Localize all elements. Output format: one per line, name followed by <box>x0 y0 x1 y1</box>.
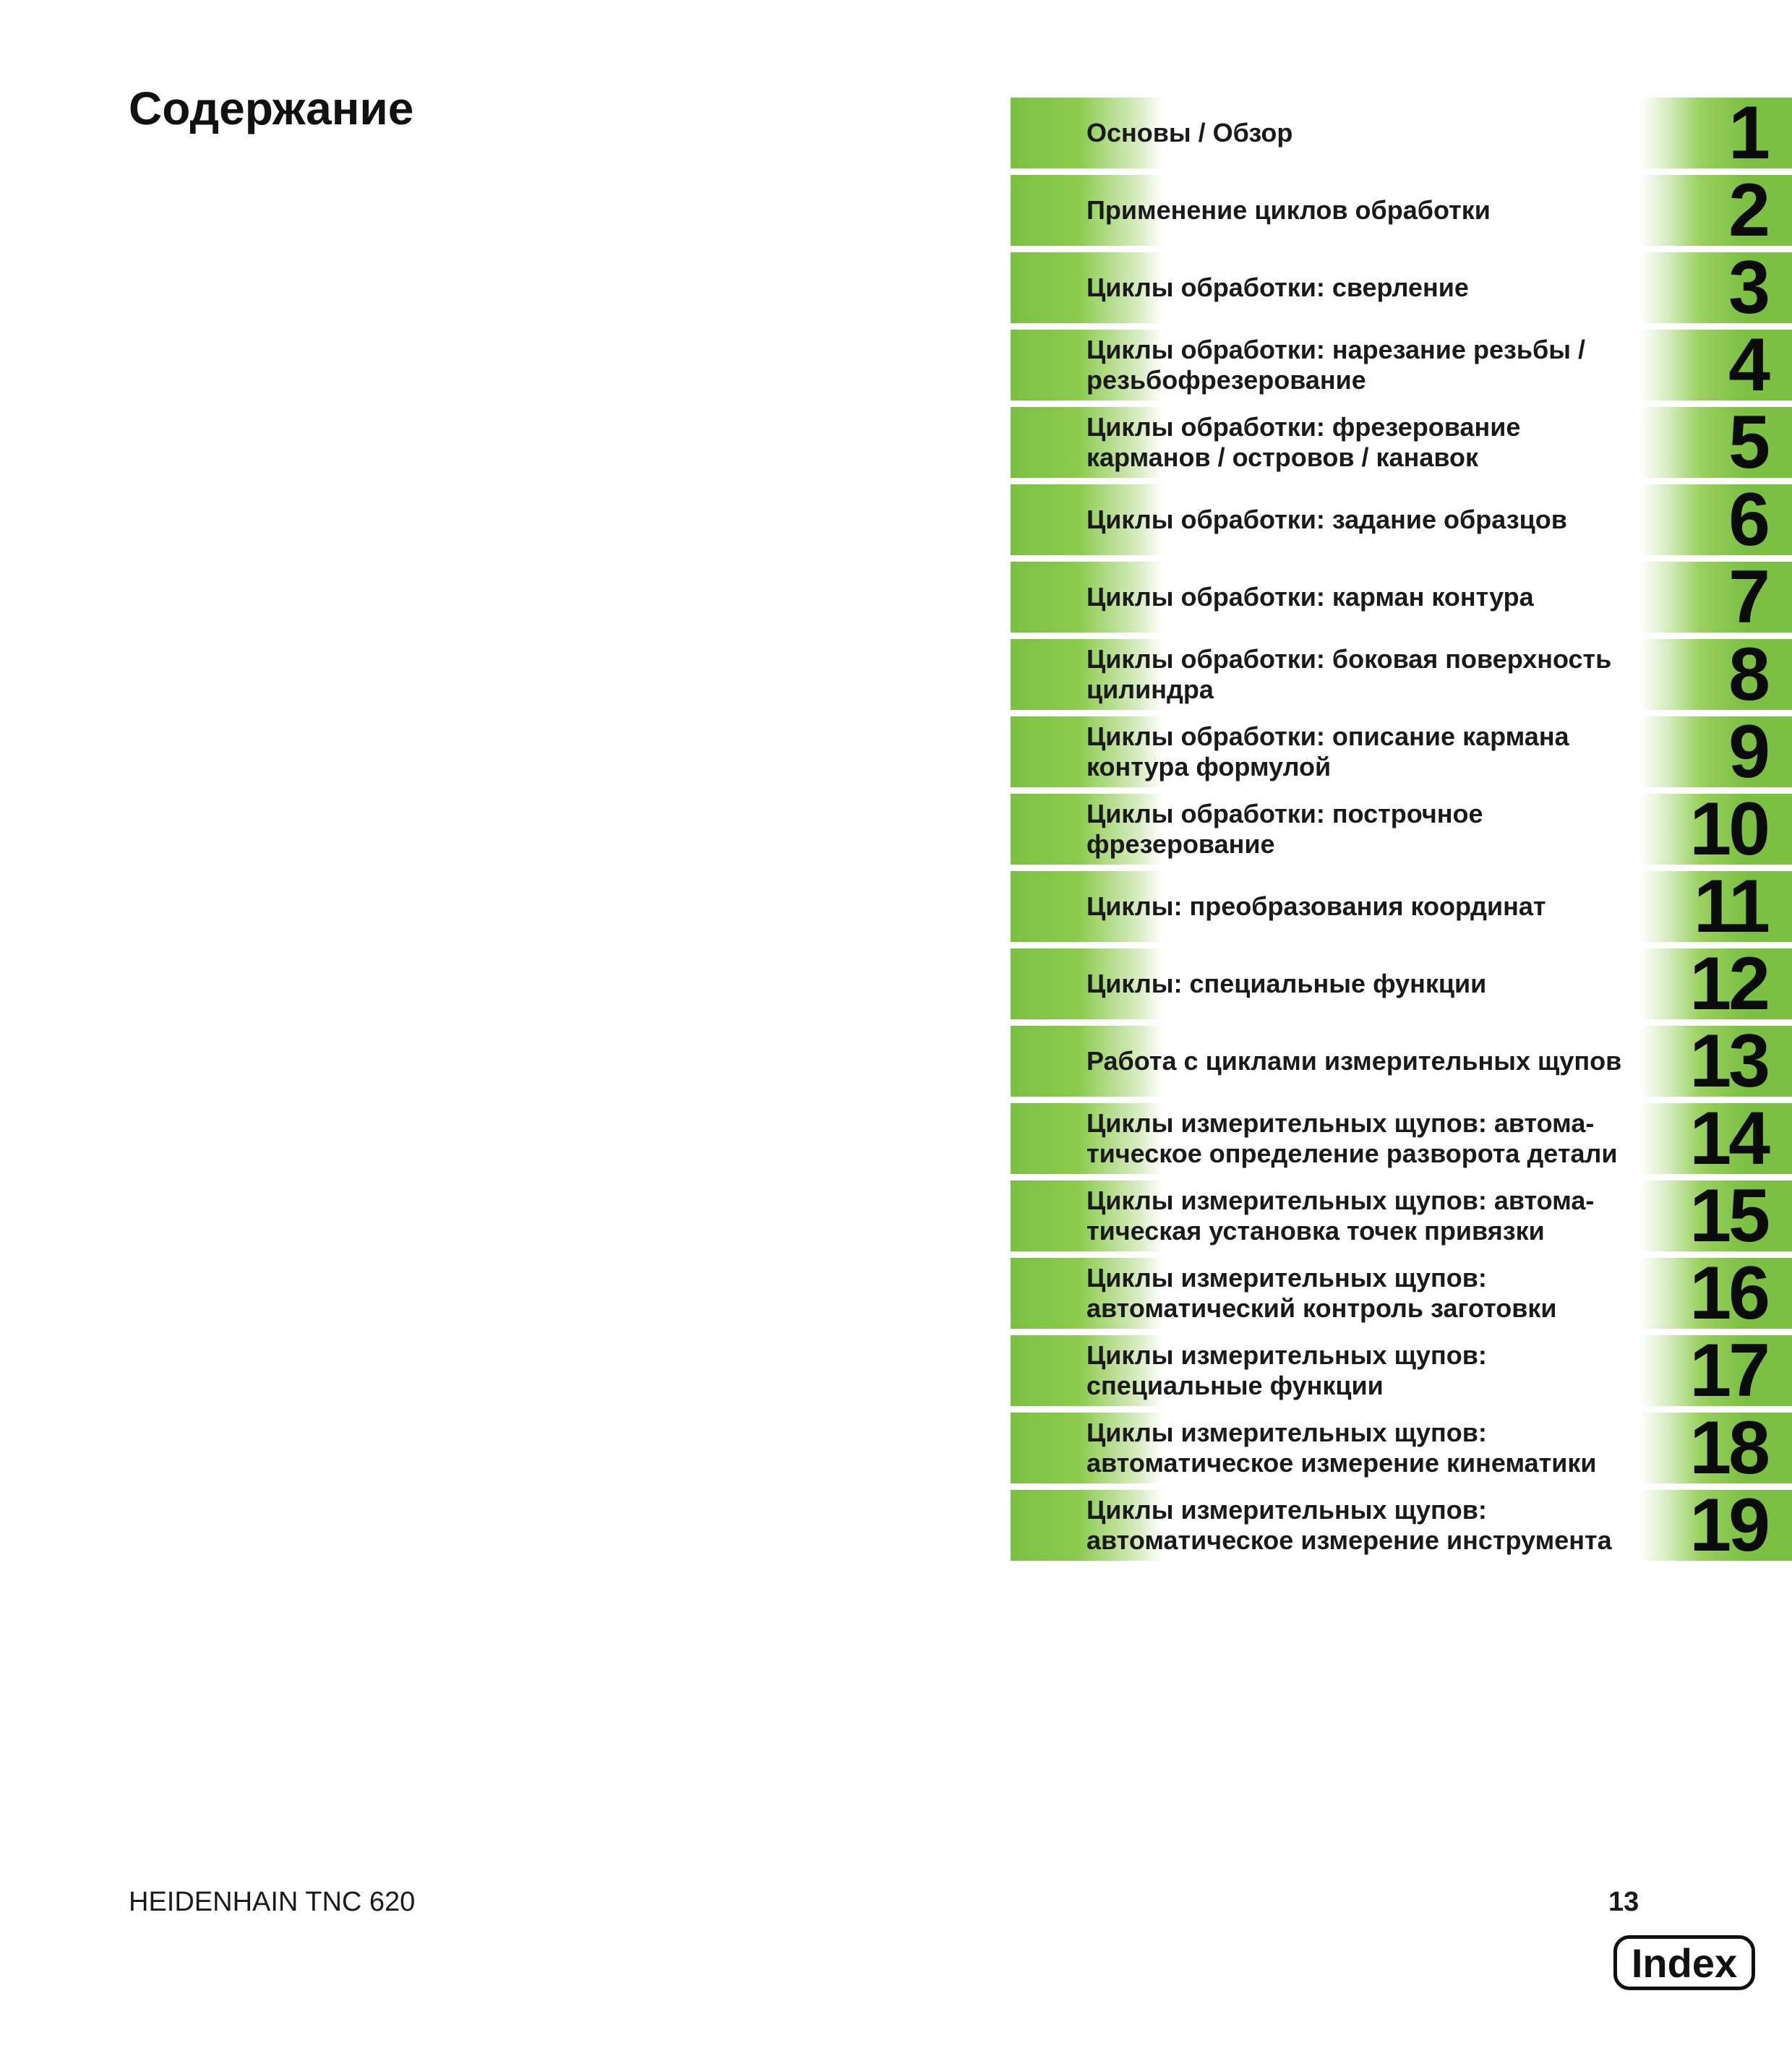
chapter-title: Циклы измерительных щупов: автома- тическая установка точек привязки <box>1086 1186 1595 1246</box>
chapter-title: Циклы: специальные функции <box>1086 969 1487 998</box>
chapter-tab-right-gradient <box>1640 478 1792 562</box>
chapter-number: 18 <box>1689 1406 1767 1490</box>
toc-chapter-17[interactable] <box>1011 1329 1792 1413</box>
chapter-title: Циклы измерительных щупов: автома- тическое определение разворота детали <box>1086 1108 1618 1168</box>
toc-chapter-18[interactable] <box>1011 1406 1792 1490</box>
chapter-tab-right-gradient <box>1640 330 1792 400</box>
chapter-title: Циклы измерительных щупов: автоматическое измерение кинематики <box>1086 1418 1597 1478</box>
chapter-title: Циклы обработки: описание кармана контура формулой <box>1086 721 1569 781</box>
chapter-number: 14 <box>1689 1097 1767 1181</box>
chapter-tab-right-gradient <box>1640 98 1792 168</box>
chapter-title: Основы / Обзор <box>1086 118 1293 147</box>
toc-chapter-16[interactable] <box>1011 1251 1792 1335</box>
chapter-number: 2 <box>1728 168 1767 252</box>
index-button[interactable]: Index <box>1613 1935 1755 1990</box>
chapter-tab-right-gradient <box>1640 246 1792 330</box>
toc-chapter-9[interactable] <box>1011 710 1792 794</box>
toc-chapter-8[interactable] <box>1011 633 1792 716</box>
toc-chapter-5[interactable] <box>1011 400 1792 484</box>
chapter-title: Циклы обработки: нарезание резьбы / резьбофрезерование <box>1086 335 1585 395</box>
chapter-title: Применение циклов обработки <box>1086 195 1491 225</box>
chapter-number: 12 <box>1689 942 1767 1026</box>
toc-chapter-14[interactable] <box>1011 1097 1792 1181</box>
chapter-number: 5 <box>1728 400 1767 484</box>
chapter-title: Циклы обработки: карман контура <box>1086 582 1534 612</box>
chapter-number: 9 <box>1728 710 1767 794</box>
toc-chapter-7[interactable] <box>1011 555 1792 639</box>
chapter-number: 17 <box>1689 1329 1767 1413</box>
chapter-title: Циклы обработки: задание образцов <box>1086 505 1567 534</box>
footer-product-name: HEIDENHAIN TNC 620 <box>129 1887 416 1917</box>
chapter-tab-right-gradient <box>1640 168 1792 252</box>
toc-chapter-1[interactable] <box>1011 91 1792 175</box>
chapter-title: Циклы обработки: фрезерование карманов / островов / канавок <box>1086 412 1521 472</box>
toc-chapter-12[interactable] <box>1011 942 1792 1026</box>
chapter-number: 6 <box>1728 478 1767 562</box>
chapter-title: Циклы обработки: боковая поверхность цилиндра <box>1086 644 1612 704</box>
chapter-number: 8 <box>1728 633 1767 716</box>
chapter-title: Циклы обработки: сверление <box>1086 273 1469 302</box>
toc-chapter-2[interactable] <box>1011 168 1792 252</box>
toc-chapter-3[interactable] <box>1011 246 1792 330</box>
chapter-tab-right-gradient <box>1640 400 1792 484</box>
chapter-number: 11 <box>1694 865 1767 948</box>
chapter-number: 15 <box>1689 1174 1767 1258</box>
chapter-number: 16 <box>1689 1251 1767 1335</box>
toc-chapter-11[interactable] <box>1011 865 1792 948</box>
toc-chapter-6[interactable] <box>1011 478 1792 562</box>
chapter-title: Циклы измерительных щупов: автоматическое измерение инструмента <box>1086 1495 1612 1555</box>
chapter-tab-right-gradient <box>1640 710 1792 794</box>
chapter-number: 4 <box>1728 323 1767 407</box>
chapter-number: 3 <box>1728 246 1767 330</box>
chapter-number: 7 <box>1728 555 1767 639</box>
toc-chapter-4[interactable] <box>1011 323 1792 407</box>
toc-chapter-13[interactable] <box>1011 1019 1792 1103</box>
table-of-contents <box>1011 91 1792 1567</box>
chapter-number: 10 <box>1689 787 1767 871</box>
toc-chapter-19[interactable] <box>1011 1483 1792 1567</box>
chapter-number: 19 <box>1689 1483 1767 1567</box>
toc-chapter-15[interactable] <box>1011 1174 1792 1258</box>
chapter-title: Циклы измерительных щупов: автоматический контроль заготовки <box>1086 1263 1557 1323</box>
toc-chapter-10[interactable] <box>1011 787 1792 871</box>
chapter-tab-right-gradient <box>1640 633 1792 716</box>
chapter-title: Циклы обработки: построчное фрезерование <box>1086 799 1483 859</box>
chapter-title: Циклы: преобразования координат <box>1086 891 1546 921</box>
chapter-title: Работа с циклами измерительных щупов <box>1086 1046 1622 1076</box>
page-number: 13 <box>1608 1887 1639 1917</box>
chapter-number: 13 <box>1689 1019 1767 1103</box>
page-title: Содержание <box>129 82 414 134</box>
chapter-title: Циклы измерительных щупов: специальные функции <box>1086 1340 1487 1400</box>
chapter-tab-right-gradient <box>1640 555 1792 639</box>
chapter-number: 1 <box>1728 91 1767 175</box>
